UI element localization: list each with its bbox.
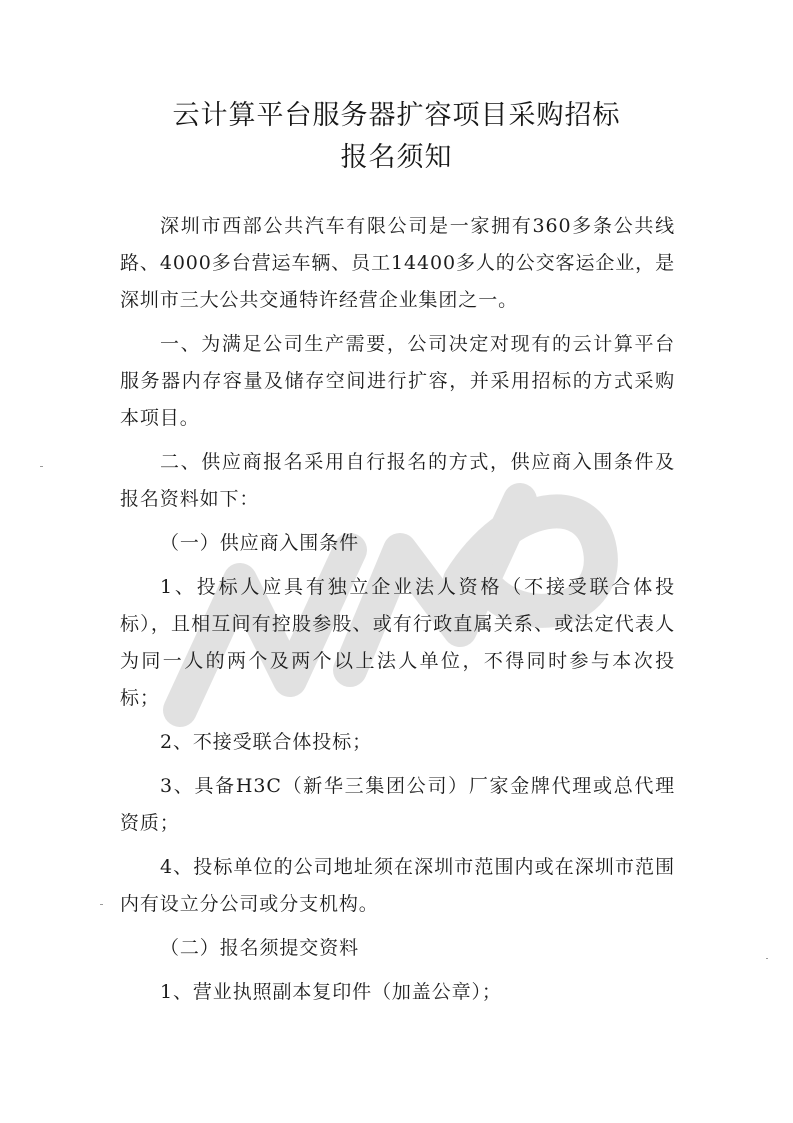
condition-item-3: 3、具备H3C（新华三集团公司）厂家金牌代理或总代理资质； — [120, 775, 675, 834]
document-body — [120, 208, 675, 1018]
section-2-heading: （二）报名须提交资料 — [160, 937, 360, 959]
title-line-2: 报名须知 — [340, 142, 453, 173]
intro-paragraph: 深圳市西部公共汽车有限公司是一家拥有360多条公共线路、4000多台营运车辆、员工14400多人的公交客运企业，是深圳市三大公共交通特许经营企业集团之一。 — [120, 215, 675, 311]
document-title — [0, 95, 793, 179]
scan-speck — [766, 958, 768, 959]
condition-item-4: 4、投标单位的公司地址须在深圳市范围内或在深圳市范围内有设立分公司或分支机构。 — [120, 856, 675, 915]
scan-speck — [40, 466, 43, 467]
registration-paragraph: 二、供应商报名采用自行报名的方式，供应商入围条件及报名资料如下： — [120, 451, 675, 510]
material-item-1: 1、营业执照副本复印件（加盖公章）； — [160, 981, 502, 1003]
section-1-heading: （一）供应商入围条件 — [160, 532, 360, 554]
title-line-1: 云计算平台服务器扩容项目采购招标 — [172, 100, 621, 131]
purpose-paragraph: 一、为满足公司生产需要，公司决定对现有的云计算平台服务器内存容量及储存空间进行扩容，并采用招标的方式采购本项目。 — [120, 333, 675, 429]
condition-item-2: 2、不接受联合体投标； — [160, 731, 372, 753]
scan-speck — [100, 904, 103, 905]
condition-item-1: 1、投标人应具有独立企业法人资格（不接受联合体投标），且相互间有控股参股、或有行政直属关系、或法定代表人为同一人的两个及两个以上法人单位，不得同时参与本次投标； — [120, 576, 675, 709]
